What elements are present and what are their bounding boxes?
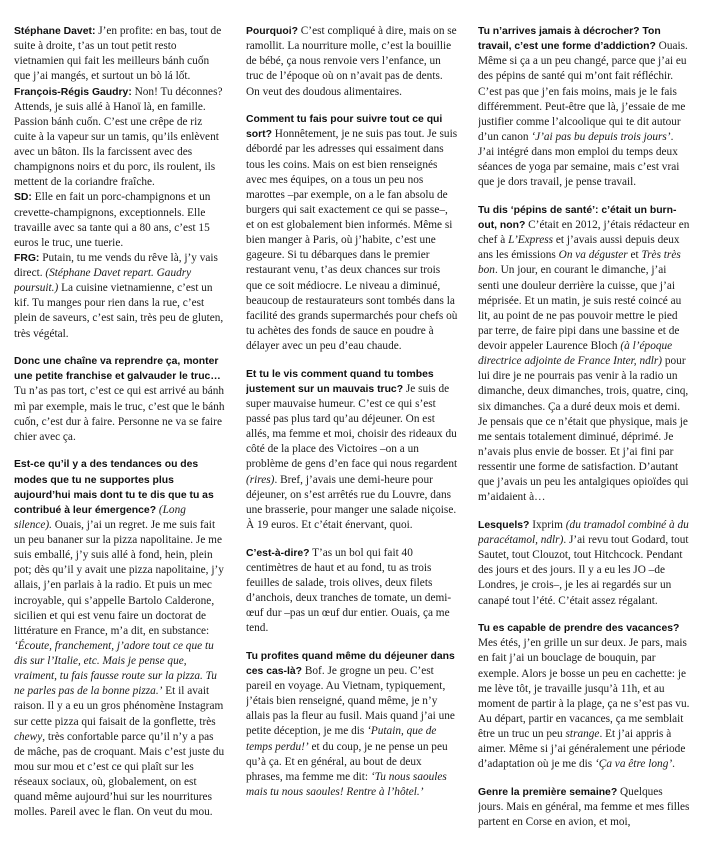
paragraph [246, 367, 458, 533]
body-text: . [672, 758, 675, 771]
body-text: Ouais, j’ai un regret. Je me suis fait un peu bananer sur la pizza napolitaine. Je me suis emballé, j’y suis allé à fond, hein, plein pot; dès qu’il y avait une pizza napolitaine, j’y allais, j’en parlais à la radio. Et puis un mec incroyable, qui s’appelle Bartolo Calderone, sicilien et qui est venu faire un doctorat de littérature en France, m’a dit, en substance: [14, 518, 224, 637]
body-text: Je suis de super mauvaise humeur. C’est ce qui s’est passé pas plus tard qu’au déjeuner. On est allés, ma femme et moi, choisir des rideaux du côté de la place des Victoires –on a un problème de gens d’en face qui nous regardent [246, 382, 458, 471]
body-text: et [627, 249, 642, 262]
interview-question: Tu dis ‘pépins de santé’: c’était un burn-out, non? [478, 204, 677, 231]
body-text: . Bref, j’avais une demi-heure pour déjeuner, on s’est arrêtés rue du Louvre, dans une brasserie, pour manger une salade niçoise. À 19 euros. Et c’était énervant, quoi. [246, 473, 457, 531]
interview-question: Et tu le vis comment quand tu tombes justement sur un mauvais truc? [246, 368, 434, 395]
body-text: Mes étés, j’en grille un sur deux. Je pars, mais en fait j’ai un bouclage de bouquin, par exemple. Alors je bosse un peu en cachette: je me lève tôt, je travaille jusqu’à 11h, et au moment de partir à la plage, ça ne s’est pas vu. Au départ, partir en vacances, ça me semblait être un truc un peu [478, 637, 690, 740]
paragraph [14, 190, 226, 251]
italic-text: ‘Tu nous saoules mais tu nous saoules! Rentre à l’hôtel.’ [246, 770, 447, 798]
paragraph [246, 546, 458, 637]
italic-text: ‘Écoute, franchement, j’adore tout ce que tu dis sur l’Italie, etc. Mais je pense que, vraiment, tu fais fausse route sur la pizza. Tu ne parles pas de la bonne pizza.’ [14, 639, 217, 698]
interview-question: Tu es capable de prendre des vacances? [478, 623, 680, 635]
interview-question: Est-ce qu’il y a des tendances ou des modes que tu ne supportes plus aujourd’hui mais dont tu te dis que tu as contribué à leur émergence? [14, 459, 214, 516]
body-text: C’était en 2012, j’étais rédacteur en chef à [478, 219, 690, 247]
body-text: et du coup, je ne pense un peu qu’à ça. Et en général, au bout de deux phrases, ma femme me dit: [246, 740, 448, 783]
body-text: . Un jour, en courant le dimanche, j’ai senti une douleur derrière la cuisse, que j’ai méprisée. Et un matin, je suis resté coincé au lit, au point de ne pas pouvoir mettre le pied par terre, de faire pipi dans une bassine et de devoir appeler Laurence Bloch [478, 264, 682, 352]
text-column-3 [478, 24, 690, 842]
speaker-label: SD: [14, 192, 32, 204]
italic-text: chewy [14, 730, 43, 743]
body-text: , très confortable parce qu’il n’y a pas de mâche, pas de croquant. Mais c’est juste du mou sur mou et c’est ce qui plaît sur les réseaux sociaux, où, globalement, on est quand même aujourd’hui sur les nourritures molles. Pareil avec le flan. On veut du mou. [14, 730, 225, 819]
paragraph [14, 251, 226, 342]
paragraph [478, 621, 690, 772]
body-text: pour lui dire je ne pourrais pas venir à la radio un dimanche, deux dimanches, trois, quatre, cinq, six dimanches. Ça a duré deux mois et demi. Je pensais que ce n’était que physique, mais je me sentais totalement diminué, déprimé. Je n’avais plus envie de bosser. Et j’ai fini par ressentir une forme de satisfaction. D’autant que j’avais un peu les antalgiques opioïdes qui m’aidaient à… [478, 355, 689, 504]
paragraph [14, 85, 226, 191]
italic-text: On va déguster [558, 249, 628, 262]
speaker-label: François-Régis Gaudry: [14, 86, 132, 98]
article-body [14, 24, 690, 842]
paragraph [246, 24, 458, 100]
body-text: . J’ai intégré dans mon emploi du temps deux séances de yoga par semaine, mais c’est vrai que je dors travail, je pense travail. [478, 130, 680, 189]
body-text: La cuisine vietnamienne, c’est un kif. Tu manges pour rien dans la rue, c’est plein de saveurs, c’est sain, très peu de gluten, très végétal. [14, 282, 224, 340]
body-text: Elle en fait un porc-champignons et un crevette-champignons, exceptionnels. Elle travaille avec sa tante qui a 80 ans, c’est 15 euros le truc, une tuerie. [14, 191, 211, 249]
interview-question: Tu profites quand même du déjeuner dans ces cas-là? [246, 650, 455, 677]
body-text: Ixprim [529, 518, 566, 531]
italic-text: (Stéphane Davet repart. Gaudry poursuit.) [14, 267, 192, 295]
paragraph [14, 354, 226, 445]
body-text: C’est compliqué à dire, mais on se ramollit. La nourriture molle, c’est la bouillie de bébé, ça nous renvoie vers l’enfance, un truc de l’époque où on n’avait pas de dents. On veut des doudous alimentaires. [246, 25, 457, 98]
body-text: Et il avait raison. Il y a eu un gros phénomène Instagram sur cette pizza qui faisait de la gonflette, très [14, 685, 224, 728]
body-text: . J’ai revu tout Godard, tout Sautet, tout Clouzot, tout Hitchcock. Pendant des jours et des jours. Il y a eu les JO –de Londres, je crois–, je les ai regardés sur un canapé tout l’été. C’était assez régalant. [478, 534, 689, 607]
speaker-label: Stéphane Davet: [14, 26, 96, 37]
interview-question: Tu n’arrives jamais à décrocher? Ton travail, c’est une forme d’addiction? [478, 26, 661, 53]
interview-question: Genre la première semaine? [478, 786, 618, 798]
interview-question: Lesquels? [478, 519, 530, 531]
body-text: Bof. Je grogne un peu. C’est pareil en voyage. Au Vietnam, typiquement, j’étais bien renseigné, quand même, je n’y allais pas la fleur au fusil. Mais quand j’ai une petite déception, je me dis [246, 664, 455, 738]
body-text: Non! Tu déconnes? Attends, je suis allé à Hanoï là, en famille. Passion bánh cuốn. C’est une crêpe de riz cuite à la vapeur sur un tamis, qu’ils enlèvent avec un bâton. Ils la farcissent avec des champignons noirs et du porc, ils roulent, ils mettent de la coriandre fraîche. [14, 85, 223, 189]
paragraph [478, 785, 690, 830]
italic-text: ‘Putain, que de temps perdu!’ [246, 725, 437, 753]
italic-text: ‘Ça va être long’ [595, 758, 673, 771]
body-text: Honnêtement, je ne suis pas tout. Je suis débordé par les adresses qui essaiment dans tous les coins. Mais on est bien renseignés avec mes équipes, on a tous un peu nos marottes –par exemple, on a le fan absolu de burgers qui sait exactement ce qui se passe–, et on est globalement bien informés. Même si bien manger à Paris, où j’habite, c’est une gageure. Si tu débarques dans le premier restaurant venu, t’as deux chances sur trois que ce soit médiocre. Le niveau a diminué, beaucoup de restaurateurs sont tombés dans la facilité des grands supermarchés pour chefs où tu achètes des fonds de sauce en poudre à délayer avec un peu d’eau chaude. [246, 128, 458, 352]
interview-question: Comment tu fais pour suivre tout ce qui sort? [246, 114, 443, 141]
paragraph [478, 518, 690, 609]
paragraph [246, 649, 458, 800]
italic-text: (à l’époque directrice adjointe de France Inter, ndlr) [478, 340, 673, 368]
paragraph [246, 112, 458, 354]
italic-text: Très très bon [478, 249, 681, 277]
paragraph [478, 24, 690, 190]
text-column-1 [14, 24, 226, 842]
italic-text: strange [565, 728, 600, 740]
italic-text: L’Express [508, 234, 554, 247]
italic-text: (Long silence). [14, 503, 186, 531]
speaker-label: FRG: [14, 252, 40, 264]
interview-question: C’est-à-dire? [246, 547, 310, 559]
body-text: J’en profite: en bas, tout de suite à droite, t’as un tout petit resto vietnamien qui fait les meilleurs bánh cuốn que j’ai mangés, et surtout un bò lá lốt. [14, 25, 222, 83]
italic-text: (du tramadol combiné à du paracétamol, ndlr) [478, 518, 689, 546]
body-text: . Et j’ai appris à aimer. Même si j’ai généralement une période d’adaptation où je me dis [478, 728, 686, 771]
paragraph [14, 457, 226, 820]
italic-text: (rires) [246, 473, 275, 486]
body-text: et j’avais aussi depuis deux ans les émissions [478, 234, 680, 262]
interview-question: Donc une chaîne va reprendre ça, monter une petite franchise et galvauder le truc… [14, 356, 221, 383]
body-text: T’as un bol qui fait 40 centimètres de haut et au fond, tu as trois feuilles de salade, trois olives, deux filets d’anchois, deux tranches de tomate, un demi-œuf dur –pas un œuf dur entier. Ouais, ça me tend. [246, 546, 452, 635]
text-column-2 [246, 24, 458, 842]
paragraph [478, 203, 690, 506]
body-text: Tu n’as pas tort, c’est ce qui est arrivé au bánh mì par exemple, mais le truc, c’est que le bánh cuốn, c’est dur à faire. Personne ne va se faire chier avec ça. [14, 385, 225, 443]
body-text: Ouais. Même si ça a un peu changé, parce que j’ai eu des pépins de santé qui m’ont fait réfléchir. C’est pas que j’en fais moins, mais je le fais différemment. Peut-être que là, j’essaie de me justifier comme l’alcoolique qui te dit autour d’un canon [478, 40, 688, 143]
paragraph [14, 24, 226, 85]
italic-text: ‘J’ai pas bu depuis trois jours’ [531, 130, 671, 143]
body-text: Quelques jours. Mais en général, ma femme et mes filles partent en Corse en avion, et moi, [478, 785, 690, 829]
interview-question: Pourquoi? [246, 26, 298, 37]
body-text: Putain, tu me vends du rêve là, j’y vais direct. [14, 251, 218, 279]
